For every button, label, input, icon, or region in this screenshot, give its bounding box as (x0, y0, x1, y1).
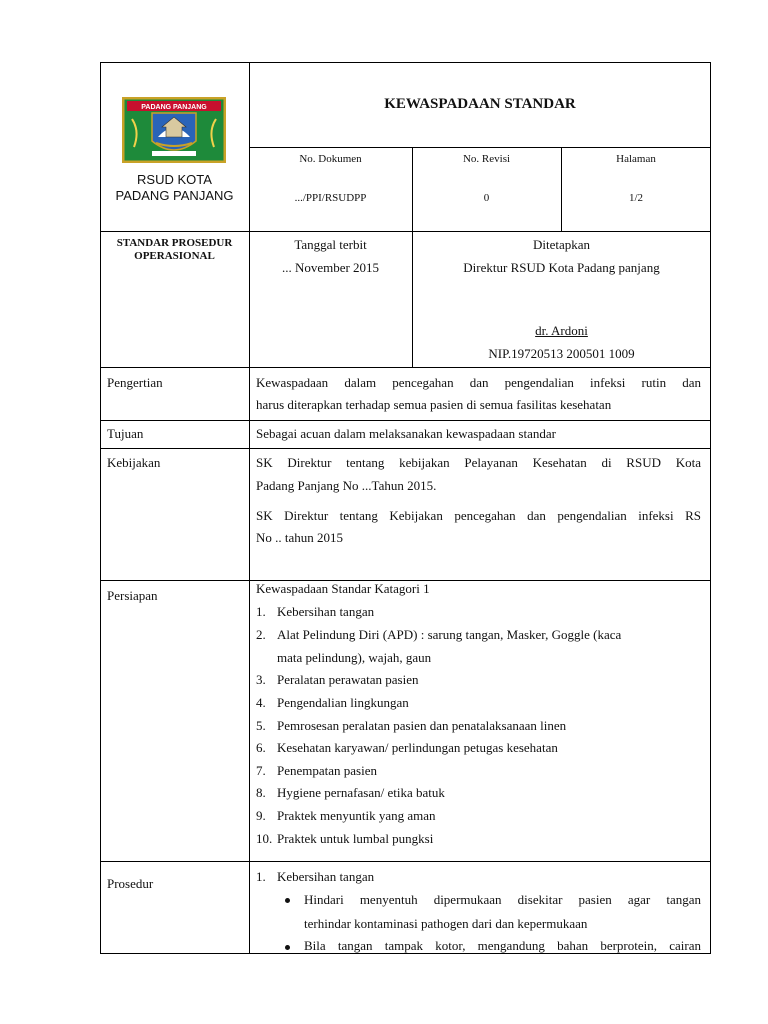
pengertian-label: Pengertian (107, 375, 163, 390)
ditetapkan-label: Ditetapkan (532, 237, 591, 252)
persiapan-item-text: Peralatan perawatan pasien (277, 672, 419, 687)
tujuan-bottom-divider (100, 448, 711, 449)
halaman-label: Halaman (616, 153, 656, 165)
persiapan-item-num: 10. (256, 831, 273, 846)
persiapan-label: Persiapan (107, 588, 158, 603)
persiapan-item-text: Praktek menyuntik yang aman (277, 808, 436, 823)
padang-panjang-crest-icon (122, 97, 226, 163)
pengertian-text-line1: Kewaspadaan dalam pencegahan dan pengendalian infeksi rutin dan (256, 375, 701, 390)
prosedur-label: Prosedur (107, 876, 154, 891)
spo-label-line2: OPERASIONAL (134, 250, 215, 262)
logo-banner-text: PADANG PANJANG (141, 104, 207, 111)
header-bottom-divider (100, 231, 711, 232)
kebijakan-p2-line2: No .. tahun 2015 (256, 530, 344, 545)
spo-bottom-divider (100, 367, 711, 368)
persiapan-item-num: 4. (256, 695, 266, 710)
halaman-value: 1/2 (628, 192, 644, 204)
prosedur-item-num: 1. (256, 869, 266, 884)
prosedur-item-text: Kebersihan tangan (277, 869, 375, 884)
signatory-nip: NIP.19720513 200501 1009 (488, 346, 635, 361)
persiapan-item-num: 6. (256, 740, 266, 755)
persiapan-item-text: Kesehatan karyawan/ perlindungan petugas kesehatan (277, 740, 558, 755)
spo-label-line1: STANDAR PROSEDUR (116, 237, 233, 249)
tanggal-terbit-label: Tanggal terbit (294, 237, 367, 252)
persiapan-item-text: Alat Pelindung Diri (APD) : sarung tangan, Masker, Goggle (kaca (277, 627, 622, 642)
persiapan-item-num: 2. (256, 627, 266, 642)
persiapan-item-text: Hygiene pernafasan/ etika batuk (277, 785, 445, 800)
persiapan-item-num: 7. (256, 763, 266, 778)
persiapan-item-num: 3. (256, 672, 266, 687)
persiapan-item-num: 5. (256, 718, 266, 733)
tujuan-label: Tujuan (107, 426, 144, 441)
no-revisi-value: 0 (483, 192, 490, 204)
no-dokumen-value: .../PPI/RSUDPP (294, 192, 367, 204)
persiapan-bottom-divider (100, 861, 711, 862)
pengertian-text-line2: harus diterapkan terhadap semua pasien di semua fasilitas kesehatan (256, 397, 612, 412)
hospital-logo (122, 97, 226, 163)
no-revisi-label: No. Revisi (462, 153, 511, 165)
direktur-title: Direktur RSUD Kota Padang panjang (463, 260, 660, 275)
prosedur-bullet1-line1: Hindari menyentuh dipermukaan disekitar pasien agar tangan (304, 892, 701, 907)
persiapan-item-text: Pengendalian lingkungan (277, 695, 409, 710)
persiapan-item-continuation: mata pelindung), wajah, gaun (277, 650, 432, 665)
persiapan-item-num: 9. (256, 808, 266, 823)
persiapan-item-num: 8. (256, 785, 266, 800)
prosedur-bullet1-line2: terhindar kontaminasi pathogen dari dan kepermukaan (304, 916, 588, 931)
signatory-name: dr. Ardoni (535, 323, 588, 338)
persiapan-item-text: Penempatan pasien (277, 763, 377, 778)
no-dokumen-label: No. Dokumen (299, 153, 362, 165)
header-title-divider (249, 147, 711, 148)
persiapan-item-text: Pemrosesan peralatan pasien dan penatalaksanaan linen (277, 718, 567, 733)
kebijakan-label: Kebijakan (107, 455, 161, 470)
persiapan-item-num: 1. (256, 604, 266, 619)
persiapan-item-text: Praktek untuk lumbal pungksi (277, 831, 434, 846)
tanggal-terbit-value: ... November 2015 (281, 260, 380, 275)
prosedur-bullet2-line1: Bila tangan tampak kotor, mengandung bahan berprotein, cairan (304, 938, 701, 953)
tujuan-text: Sebagai acuan dalam melaksanakan kewaspadaan standar (256, 426, 556, 441)
bullet-icon (285, 945, 290, 950)
kebijakan-p1-line1: SK Direktur tentang kebijakan Pelayanan Kesehatan di RSUD Kota (256, 455, 701, 470)
kebijakan-p2-line1: SK Direktur tentang Kebijakan pencegahan dan pengendalian infeksi RS (256, 508, 701, 523)
bullet-icon (285, 898, 290, 903)
kebijakan-p1-line2: Padang Panjang No ...Tahun 2015. (256, 478, 437, 493)
persiapan-item-text: Kebersihan tangan (277, 604, 375, 619)
persiapan-heading: Kewaspadaan Standar Katagori 1 (256, 581, 430, 596)
page-title: KEWASPADAAN STANDAR (384, 96, 576, 112)
pengertian-bottom-divider (100, 420, 711, 421)
hospital-name-line1: RSUD KOTA (137, 172, 212, 187)
hospital-name-line2: PADANG PANJANG (115, 188, 234, 203)
